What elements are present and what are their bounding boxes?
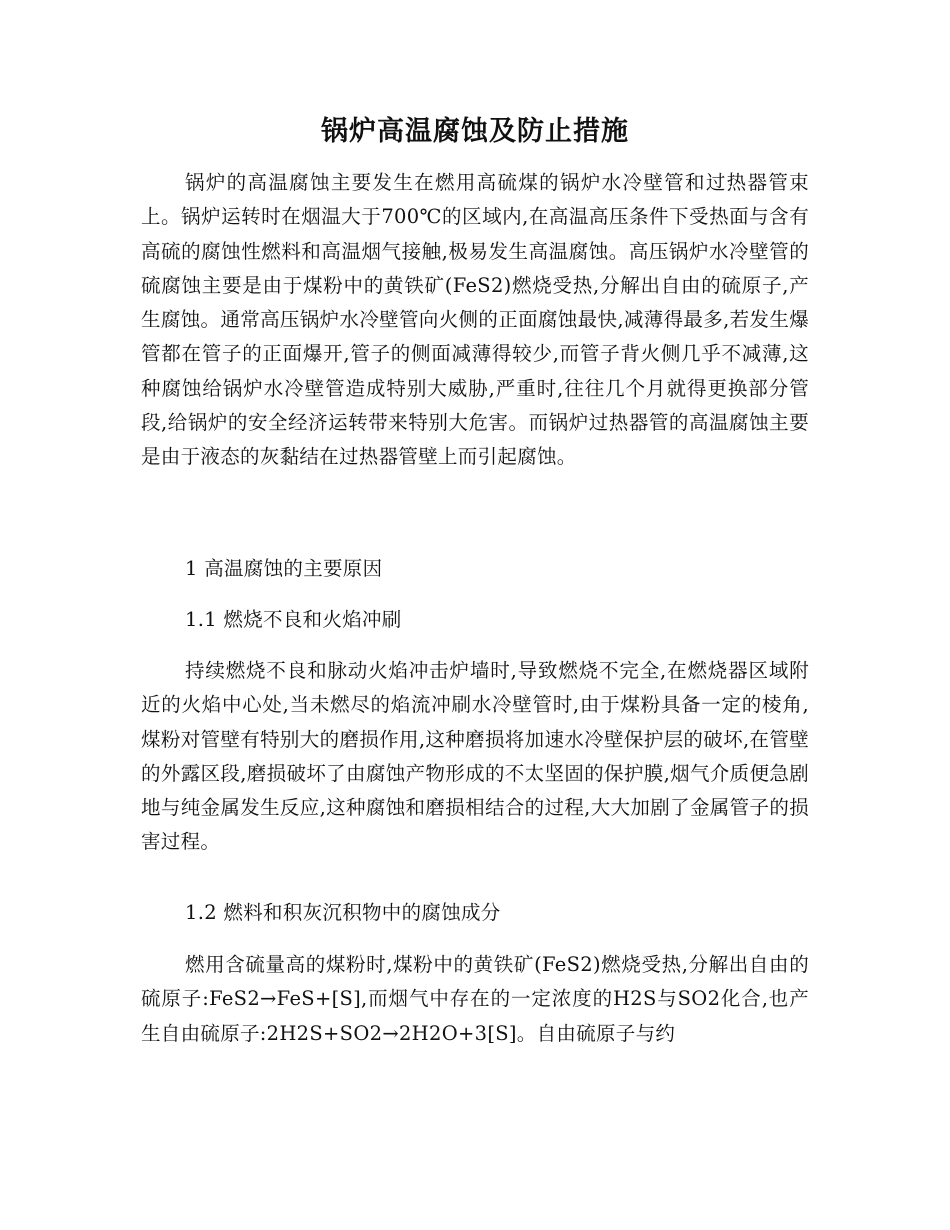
document-title: 锅炉高温腐蚀及防止措施 [321,116,629,147]
intro-paragraph: 锅炉的高温腐蚀主要发生在燃用高硫煤的锅炉水冷壁管和过热器管束上。锅炉运转时在烟温大于700℃的区域内,在高温高压条件下受热面与含有高硫的腐蚀性燃料和高温烟气接触,极易发生高温腐蚀。高压锅炉水冷壁管的硫腐蚀主要是由于煤粉中的黄铁矿(FeS2)燃烧受热,分解出自由的硫原子,产生腐蚀。通常高压锅炉水冷壁管向火侧的正面腐蚀最快,减薄得最多,若发生爆管都在管子的正面爆开,管子的侧面减薄得较少,而管子背火侧几乎不减薄,这种腐蚀给锅炉水冷壁管造成特别大威胁,严重时,往往几个月就得更换部分管段,给锅炉的安全经济运转带来特别大危害。而锅炉过热器管的高温腐蚀主要是由于液态的灰黏结在过热器管壁上而引起腐蚀。 [141,171,809,469]
section-heading-1: 1 高温腐蚀的主要原因 [185,557,383,580]
section-1-2-paragraph: 燃用含硫量高的煤粉时,煤粉中的黄铁矿(FeS2)燃烧受热,分解出自由的硫原子:FeS2→FeS+[S],而烟气中存在的一定浓度的H2S与SO2化合,也产生自由硫原子:2H2S+SO2→2H2O+3[S]。自由硫原子与约 [141,953,809,1045]
section-1-1-paragraph: 持续燃烧不良和脉动火焰冲击炉墙时,导致燃烧不完全,在燃烧器区域附近的火焰中心处,当未燃尽的焰流冲刷水冷壁管时,由于煤粉具备一定的棱角,煤粉对管壁有特别大的磨损作用,这种磨损将加速水冷壁保护层的破坏,在管壁的外露区段,磨损破坏了由腐蚀产物形成的不太坚固的保护膜,烟气介质便急剧地与纯金属发生反应,这种腐蚀和磨损相结合的过程,大大加剧了金属管子的损害过程。 [141,659,809,854]
subsection-heading-1-1: 1.1 燃烧不良和火焰冲刷 [185,608,402,631]
subsection-heading-1-2: 1.2 燃料和积灰沉积物中的腐蚀成分 [185,901,501,924]
